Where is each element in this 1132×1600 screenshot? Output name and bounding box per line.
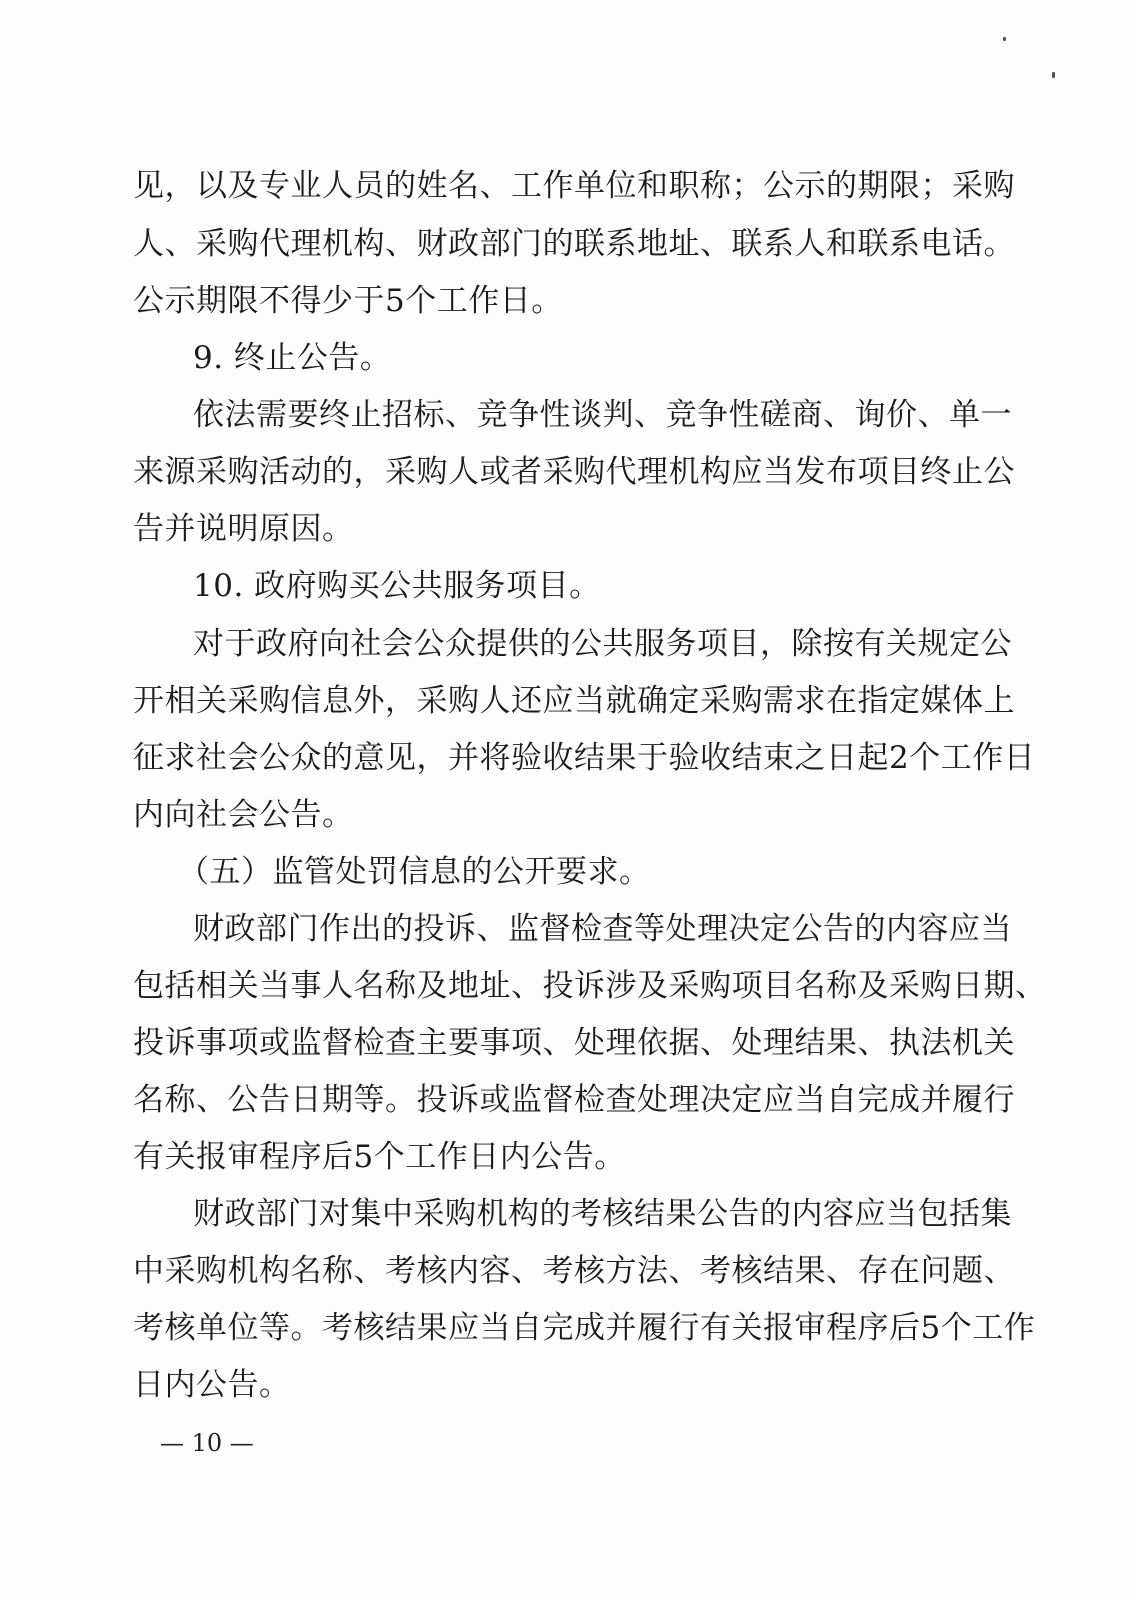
scan-speck: [1003, 37, 1006, 41]
text-line: 人、采购代理机构、财政部门的联系地址、联系人和联系电话。: [133, 226, 1015, 262]
text-line: 见，以及专业人员的姓名、工作单位和职称；公示的期限；采购: [133, 168, 1015, 204]
scan-speck: [1052, 72, 1055, 78]
text-line: 开相关采购信息外，采购人还应当就确定采购需求在指定媒体上: [133, 683, 1015, 719]
text-line: 依法需要终止招标、竞争性谈判、竞争性磋商、询价、单一: [193, 397, 1012, 433]
section-heading: 9. 终止公告。: [193, 340, 392, 376]
text-line: 财政部门对集中采购机构的考核结果公告的内容应当包括集: [193, 1196, 1012, 1232]
text-line: 内向社会公告。: [133, 797, 354, 833]
text-line: 投诉事项或监督检查主要事项、处理依据、处理结果、执法机关: [133, 1025, 1015, 1061]
text-line: 日内公告。: [133, 1367, 291, 1403]
text-line: 有关报审程序后5个工作日内公告。: [133, 1139, 626, 1175]
text-line: 考核单位等。考核结果应当自完成并履行有关报审程序后5个工作: [133, 1310, 1036, 1346]
text-line: 对于政府向社会公众提供的公共服务项目，除按有关规定公: [193, 626, 1012, 662]
page-number: — 10 —: [160, 1429, 254, 1457]
text-line: 包括相关当事人名称及地址、投诉涉及采购项目名称及采购日期、: [133, 968, 1047, 1004]
text-line: 告并说明原因。: [133, 511, 354, 547]
section-heading: 10. 政府购买公共服务项目。: [193, 568, 601, 604]
text-line: 财政部门作出的投诉、监督检查等处理决定公告的内容应当: [193, 911, 1012, 947]
section-heading: （五）监管处罚信息的公开要求。: [178, 854, 651, 890]
text-line: 来源采购活动的，采购人或者采购代理机构应当发布项目终止公: [133, 454, 1015, 490]
text-line: 公示期限不得少于5个工作日。: [133, 283, 563, 319]
text-line: 名称、公告日期等。投诉或监督检查处理决定应当自完成并履行: [133, 1082, 1015, 1118]
text-line: 征求社会公众的意见，并将验收结果于验收结束之日起2个工作日: [133, 740, 1036, 776]
text-line: 中采购机构名称、考核内容、考核方法、考核结果、存在问题、: [133, 1253, 1015, 1289]
